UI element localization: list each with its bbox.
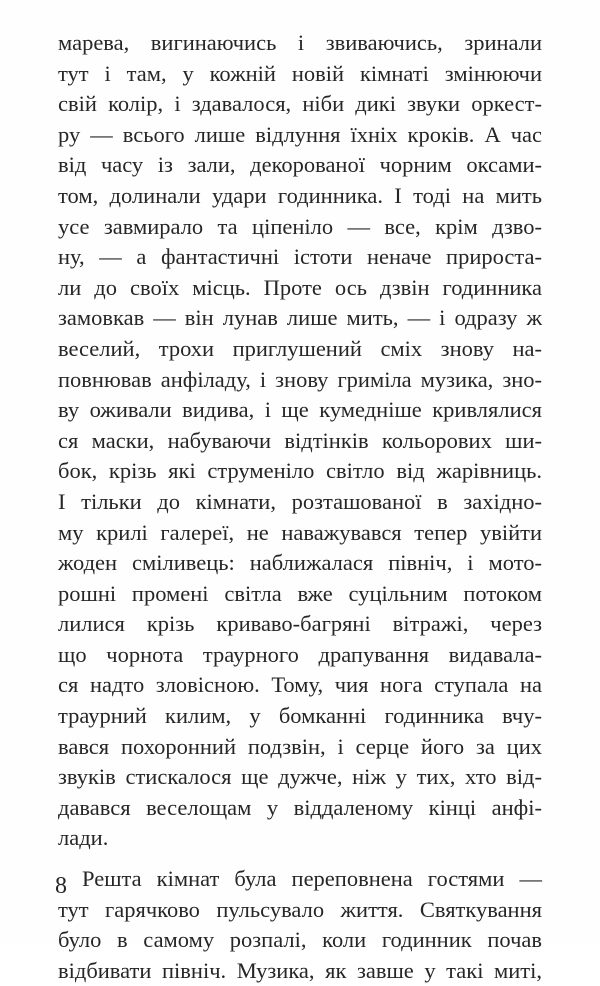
paragraph — [58, 864, 542, 986]
text-line: рошні промені світла вже суцільним потоком — [58, 580, 542, 606]
text-line: повнював анфіладу, і знову гриміла музика, зно- — [58, 366, 542, 392]
text-line: давався веселощам у віддаленому кінці анфі- — [58, 794, 542, 820]
text-line: лилися крізь криваво-багряні вітражі, через — [58, 611, 542, 637]
text-line: Решта кімнат була переповнена гостями — — [82, 866, 542, 892]
text-line: лади. — [58, 825, 109, 851]
text-line: вався похоронний подзвін, і серце його за цих — [58, 733, 542, 759]
text-line: траурний килим, у бомканні годинника вчу- — [58, 703, 542, 729]
text-line: було в самому розпалі, коли годинник почав — [58, 927, 542, 953]
text-line: замовкав — він лунав лише мить, — і одразу ж — [58, 305, 542, 331]
text-line: тут гарячково пульсувало життя. Святкування — [58, 896, 542, 922]
text-line: відбивати північ. Музика, як завше у такі миті, — [58, 957, 542, 983]
text-line: ру — всього лише відлуння їхніх кроків. А час — [58, 121, 542, 147]
text-line: І тільки до кімнати, розташованої в західно- — [58, 488, 542, 514]
text-line: тут і там, у кожній новій кімнаті змінюючи — [58, 60, 542, 86]
text-line: му крилі галереї, не наважувався тепер увійти — [58, 519, 542, 545]
text-line: від часу із зали, декорованої чорним оксами- — [58, 152, 542, 178]
paragraph — [58, 28, 542, 854]
text-line: ну, — а фантастичні істоти неначе прироста- — [58, 244, 542, 270]
text-line: ли до своїх місць. Проте ось дзвін годинника — [58, 274, 542, 300]
text-line: свій колір, і здавалося, ніби дикі звуки оркест- — [58, 91, 542, 117]
text-line: ся маски, набуваючи відтінків кольорових ши- — [58, 427, 542, 453]
page-number: 8 — [55, 873, 67, 899]
text-line: звуків стискалося ще дужче, ніж у тих, хто від- — [58, 764, 542, 790]
body-text — [58, 28, 542, 986]
text-line: бок, крізь які струменіло світло від жарівниць. — [58, 458, 542, 484]
text-line: ву оживали видива, і ще кумедніше кривлялися — [58, 397, 542, 423]
text-line: усе завмирало та ціпеніло — все, крім дзво- — [58, 213, 542, 239]
text-line: що чорнота траурного драпування видавала- — [58, 641, 542, 667]
paragraph-gap — [58, 854, 542, 864]
text-line: марева, вигинаючись і звиваючись, зринали — [58, 30, 542, 55]
text-line: том, долинали удари годинника. І тоді на мить — [58, 182, 542, 208]
text-line: веселий, трохи приглушений сміх знову на- — [58, 335, 542, 361]
text-line: жоден сміливець: наближалася північ, і мото- — [58, 550, 542, 576]
text-line: ся надто зловісною. Тому, чия нога ступала на — [58, 672, 542, 698]
